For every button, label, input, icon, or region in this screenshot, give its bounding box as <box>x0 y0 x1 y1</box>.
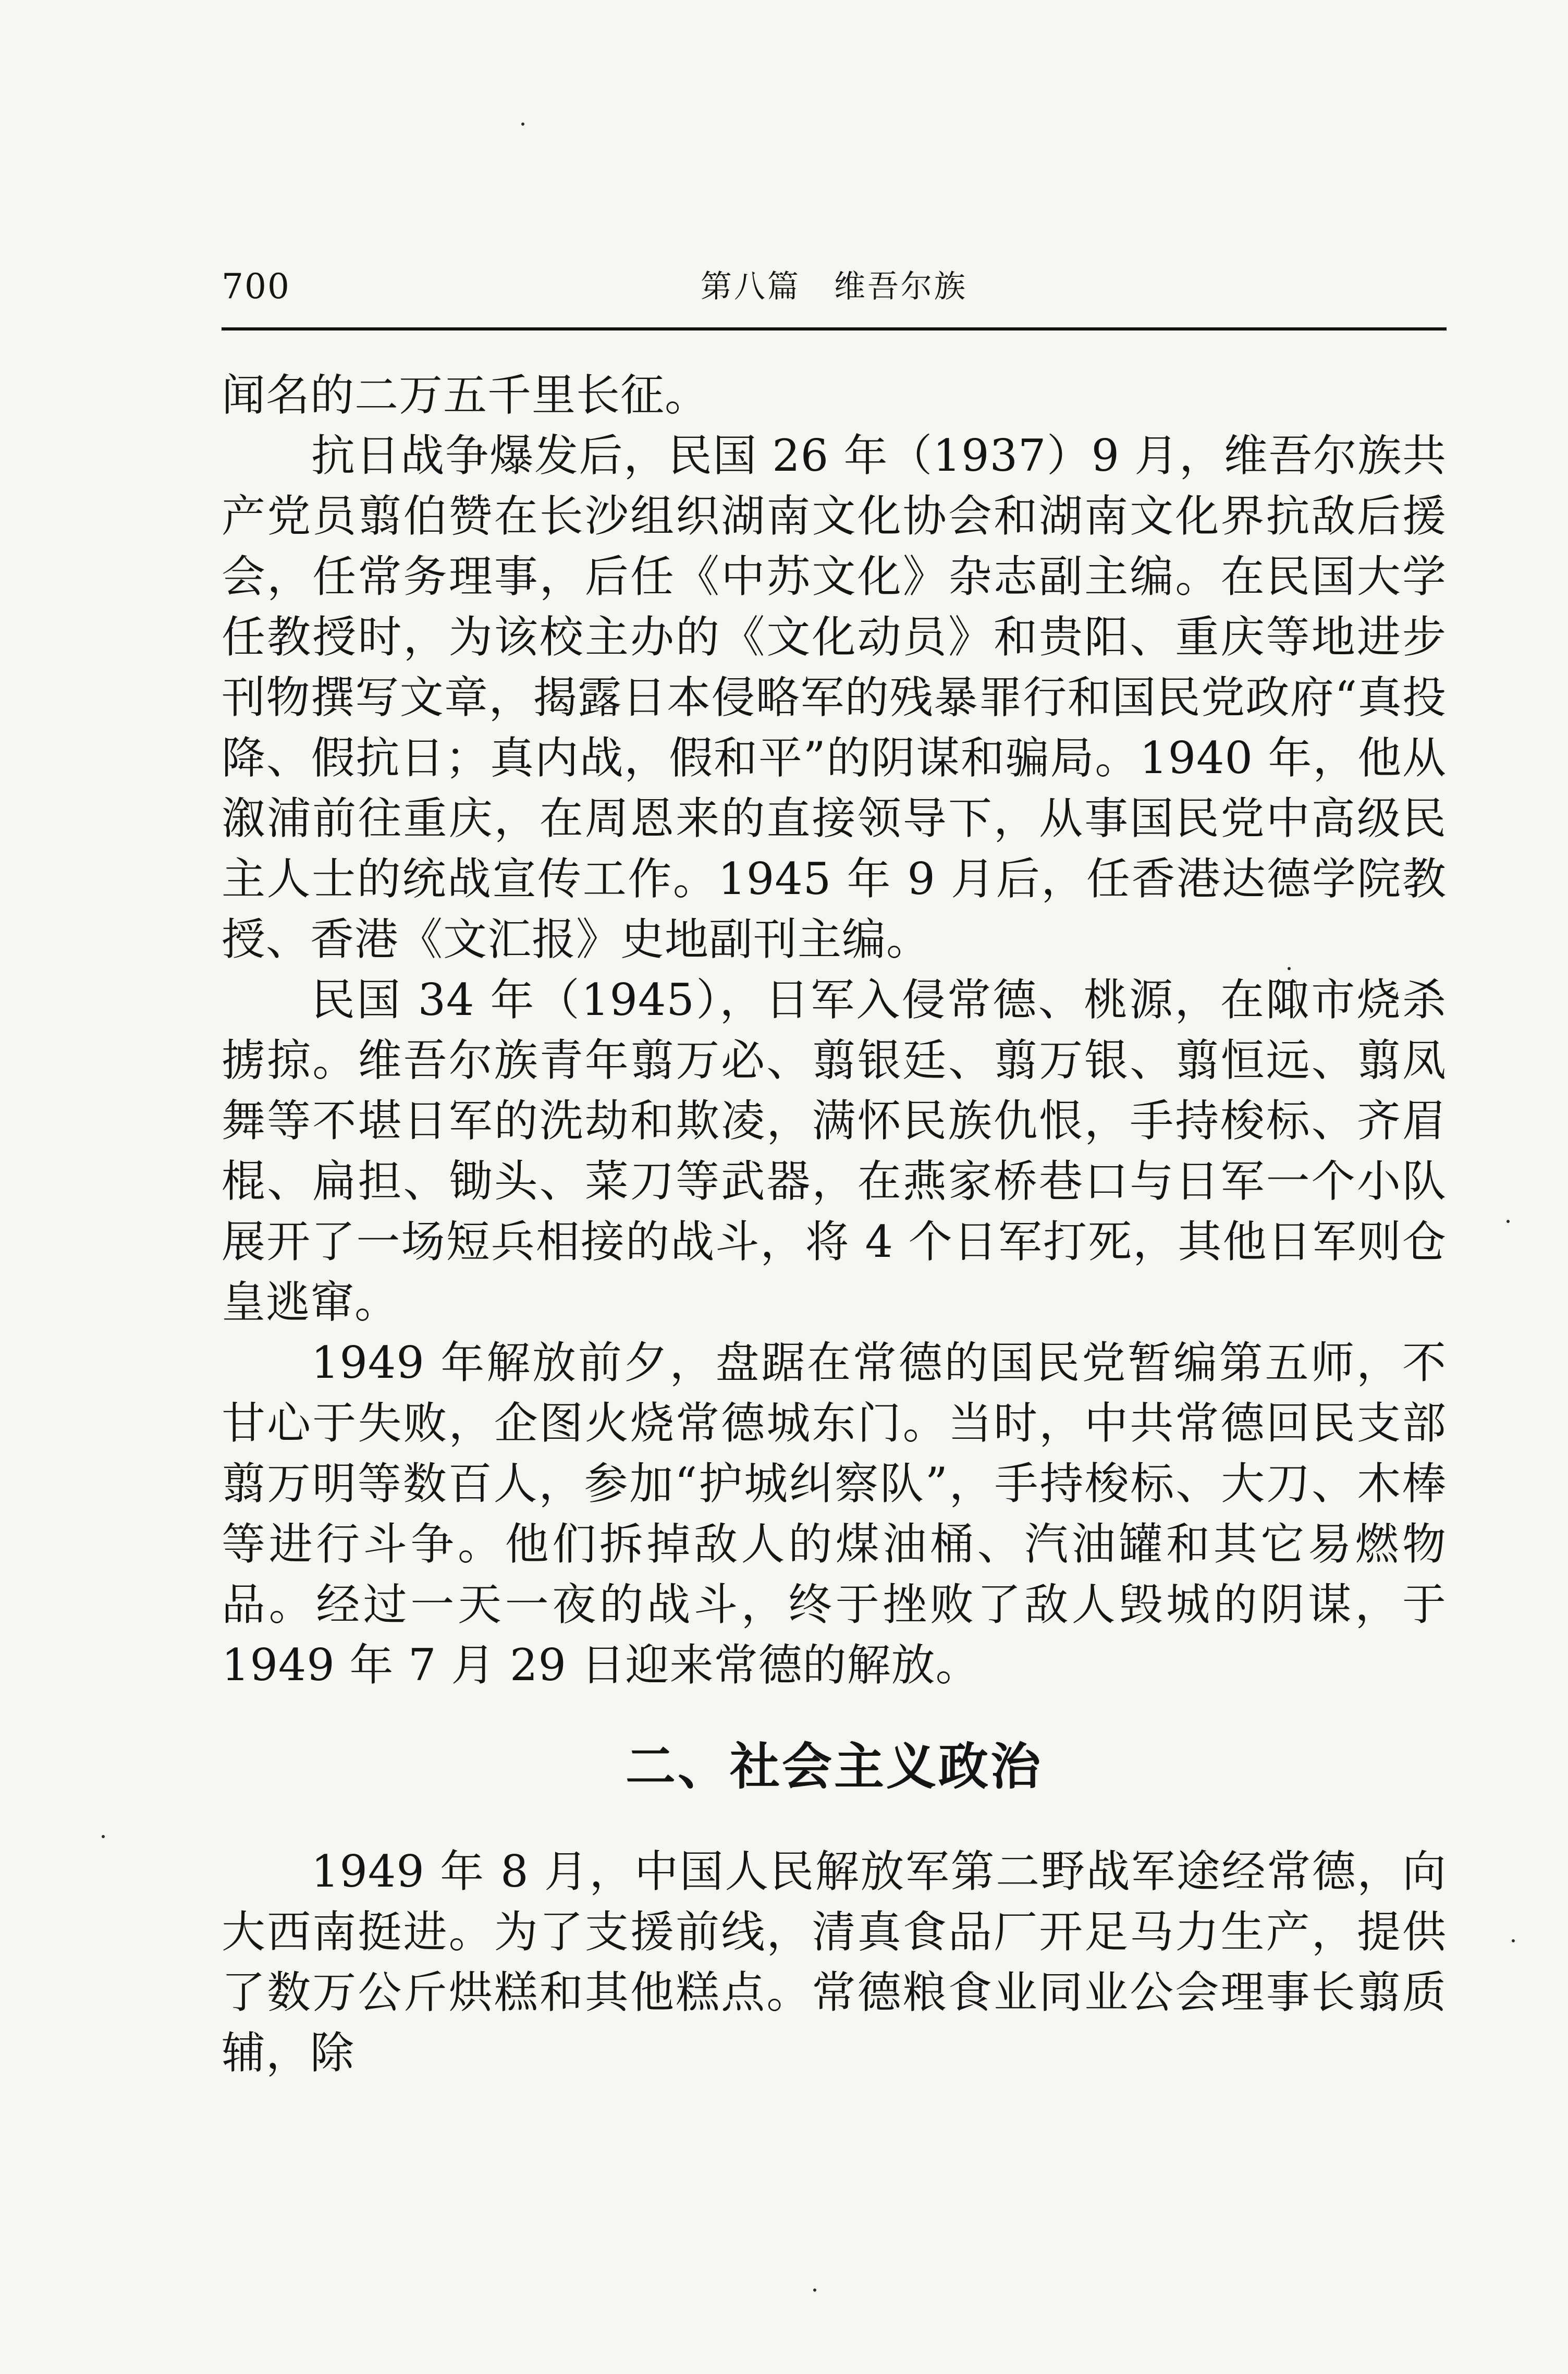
paragraph: 抗日战争爆发后，民国 26 年（1937）9 月，维吾尔族共产党员翦伯赞在长沙组织湖南文化协会和湖南文化界抗敌后援会，任常务理事，后任《中苏文化》杂志副主编。在民国大学任教授时，为该校主办的《文化动员》和贵阳、重庆等地进步刊物撰写文章，揭露日本侵略军的残暴罪行和国民党政府“真投降、假抗日；真内战，假和平”的阴谋和骗局。1940 年，他从溆浦前往重庆，在周恩来的直接领导下，从事国民党中高级民主人士的统战宣传工作。1945 年 9 月后，任香港达德学院教授、香港《文汇报》史地副刊主编。 <box>222 430 1447 965</box>
scan-speck <box>1506 1220 1510 1223</box>
paragraph-continued: 闻名的二万五千里长征。 <box>222 370 709 421</box>
paragraph: 1949 年解放前夕，盘踞在常德的国民党暂编第五师，不甘心于失败，企图火烧常德城东门。当时，中共常德回民支部翦万明等数百人，参加“护城纠察队”，手持梭标、大刀、木棒等进行斗争。他们拆掉敌人的煤油桶、汽油罐和其它易燃物品。经过一天一夜的战斗，终于挫败了敌人毁城的阴谋，于 1949 年 7 月 29 日迎来常德的解放。 <box>222 1337 1447 1691</box>
paragraph: 民国 34 年（1945），日军入侵常德、桃源，在陬市烧杀掳掠。维吾尔族青年翦万必、翦银廷、翦万银、翦恒远、翦凤舞等不堪日军的洗劫和欺凌，满怀民族仇恨，手持梭标、齐眉棍、扁担、锄头、菜刀等武器，在燕家桥巷口与日军一个小队展开了一场短兵相接的战斗，将 4 个日军打死，其他日军则仓皇逃窜。 <box>222 974 1447 1328</box>
running-title: 第八篇 维吾尔族 <box>701 268 967 305</box>
scan-speck <box>102 1835 105 1838</box>
section-heading: 二、社会主义政治 <box>626 1737 1043 1796</box>
paragraph: 1949 年 8 月，中国人民解放军第二野战军途经常德，向大西南挺进。为了支援前线，清真食品厂开足马力生产，提供了数万公斤烘糕和其他糕点。常德粮食业同业公会理事长翦质辅，除 <box>222 1846 1447 2078</box>
page-number: 700 <box>222 266 290 307</box>
header-rule <box>222 327 1447 331</box>
scan-speck <box>1512 1939 1515 1942</box>
scan-speck <box>813 2289 816 2292</box>
page-header <box>222 261 1447 313</box>
body-text <box>222 365 1447 2083</box>
scan-speck <box>1288 967 1291 970</box>
scan-speck <box>521 123 524 126</box>
